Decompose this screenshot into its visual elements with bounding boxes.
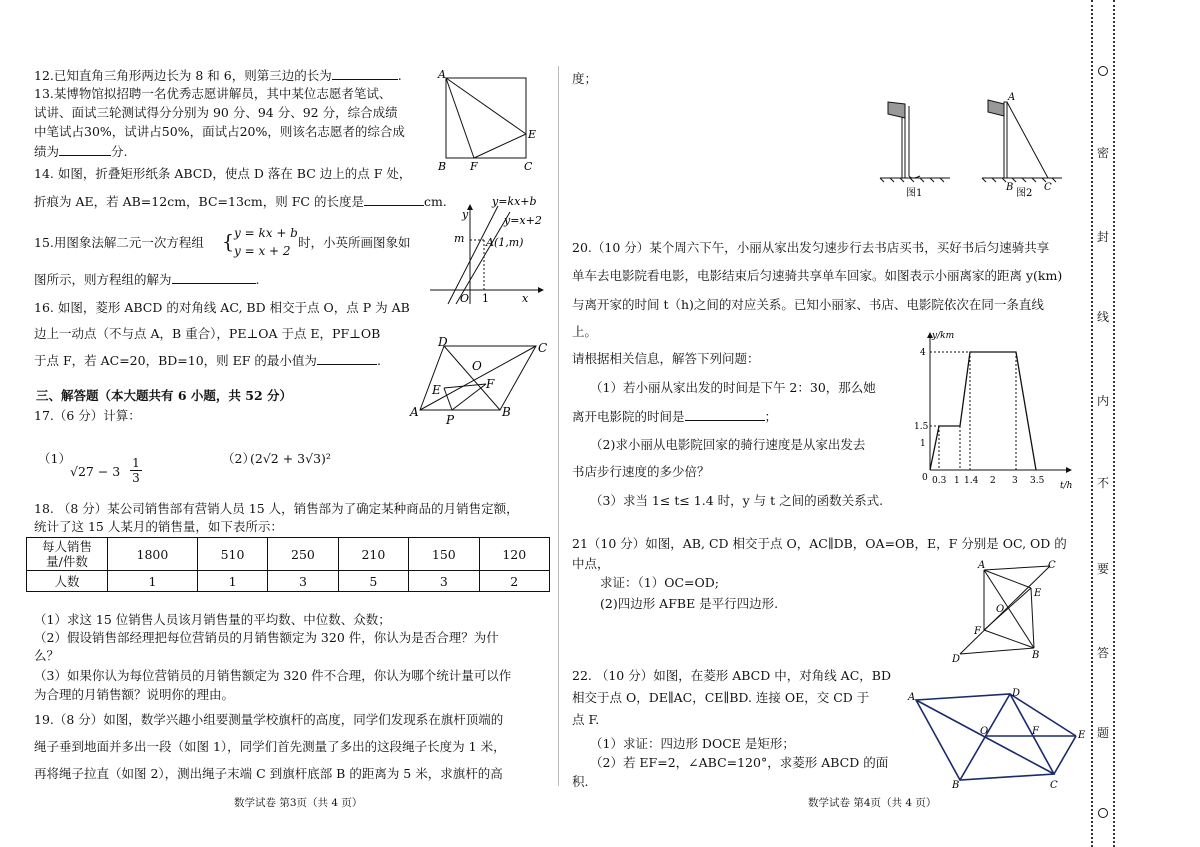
point-label: B <box>1032 650 1040 661</box>
q18-sub2: （2）假设销售部经理把每位营销员的月销售额定为 320 件，你认为是否合理？为什 <box>34 630 499 645</box>
q15-eq2: y = x + 2 <box>234 244 291 258</box>
point-label: E <box>1034 588 1042 599</box>
q21-proof-1: 求证：（1）OC=OD; <box>600 575 719 590</box>
graph-x-label: t/h <box>1060 481 1073 491</box>
tick-label: 1.5 <box>914 422 929 432</box>
point-label: C <box>1050 780 1058 790</box>
tick-label: 3.5 <box>1030 476 1045 486</box>
point-label: O <box>472 359 482 373</box>
table-cell: 3 <box>268 571 338 592</box>
point-label: C <box>524 160 533 173</box>
q22-line1: 22. （10 分）如图，在菱形 ABCD 中，对角线 AC，BD <box>572 668 891 683</box>
seal-circle <box>1098 66 1108 76</box>
q21-figure <box>950 558 1060 664</box>
seal-circle <box>1098 808 1108 818</box>
point-label: A <box>1008 92 1016 103</box>
point-label: C <box>538 341 548 355</box>
axis-mark: m <box>454 232 465 245</box>
figure-1 <box>880 102 950 199</box>
table-cell: 250 <box>268 538 338 571</box>
seal-char: 不 <box>1096 476 1109 490</box>
point-label: C <box>1048 560 1056 571</box>
point-label: A <box>908 692 916 703</box>
q15-post: 时，小英所画图象如 <box>298 235 411 250</box>
figure-2 <box>982 92 1062 199</box>
q17-part1-expr: √27 − 3 <box>70 464 121 479</box>
q15-line1: 15.用图象法解二元一次方程组 <box>34 235 204 250</box>
q12-answer-blank[interactable] <box>332 67 398 80</box>
point-label: O <box>980 726 989 737</box>
q16-line2: 边上一动点（不与点 A，B 重合），PE⊥OA 于点 E，PF⊥OB <box>34 326 381 341</box>
seal-char: 密 <box>1096 146 1109 160</box>
tick-label: 2 <box>990 476 996 486</box>
axis-label: y <box>462 208 469 221</box>
q13-line4: 绩为 分. <box>34 144 128 159</box>
q22-figure <box>906 686 1090 790</box>
q18-sub2-cont: 么？ <box>34 648 60 663</box>
q17-part1-label: （1） <box>38 451 71 466</box>
q20-line3: 与离开家的时间 t（h)之间的对应关系。已知小丽家、书店、电影院依次在同一条直线 <box>572 297 1044 312</box>
q20-sub2-line2: 书店步行速度的多少倍？ <box>572 464 710 479</box>
q19-continued: 度； <box>572 71 598 86</box>
tick-label: 1 <box>954 476 960 486</box>
left-page-footer: 数学试卷 第3页（共 4 页） <box>234 797 363 809</box>
seal-line-left <box>1091 0 1093 847</box>
q16-figure <box>408 336 554 428</box>
point-label: A(1,m) <box>486 236 524 249</box>
q17-part1-fraction: 1 3 <box>130 456 142 485</box>
table-cell: 210 <box>338 538 408 571</box>
q17-part2-label: （2） <box>222 451 255 466</box>
q19-line2: 绳子垂到地面并多出一段（如图 1），同学们首先测量了多出的这段绳子长度为 1 米， <box>34 739 506 754</box>
q20-line2: 单车去电影院看电影，电影结束后匀速骑共享单车回家。如图表示小丽离家的距离 y(km) <box>572 268 1063 283</box>
graph-y-label: y/km <box>932 331 955 341</box>
tick-label: 0 <box>922 473 928 483</box>
tick-label: 1.4 <box>964 476 979 486</box>
q18-line2: 统计了这 15 人某月的销售量，如下表所示： <box>34 519 283 534</box>
table-cell: 510 <box>197 538 267 571</box>
figure-caption: 图2 <box>1016 188 1033 199</box>
q15-eq1: y = kx + b <box>234 226 298 240</box>
section-3-heading: 三、解答题（本大题共有 6 小题，共 52 分） <box>36 388 293 403</box>
tick-label: 4 <box>920 348 926 358</box>
q14-figure <box>436 70 548 174</box>
point-label: A <box>410 405 419 419</box>
right-page-footer: 数学试卷 第4页（共 4 页） <box>808 797 937 809</box>
q15-brace: { <box>222 231 235 253</box>
point-label: D <box>438 336 448 349</box>
point-label: F <box>470 160 478 173</box>
q22-sub2: （2）若 EF=2，∠ABC=120°，求菱形 ABCD 的面 <box>590 755 889 770</box>
point-label: B <box>502 405 511 419</box>
q22-sub2-cont: 积. <box>572 774 589 789</box>
seal-line-right <box>1113 0 1115 847</box>
point-label: E <box>432 383 441 397</box>
q16-line1: 16. 如图，菱形 ABCD 的对角线 AC, BD 相交于点 O，点 P 为 AB <box>34 300 410 315</box>
q21-line2: 中点， <box>572 556 610 571</box>
q20-line4: 上。 <box>572 324 598 339</box>
q13-line3: 中笔试占30%，试讲占50%，面试占20%，则该名志愿者的综合成 <box>34 124 405 139</box>
seal-char: 内 <box>1096 394 1109 408</box>
line-label: y=kx+b <box>492 196 537 208</box>
axis-label: x <box>522 292 529 305</box>
tick-label: 3 <box>1012 476 1018 486</box>
q20-sub1-line2: 离开电影院的时间是 ； <box>572 409 778 424</box>
q19-flagpole-figures <box>876 92 1076 202</box>
table-row <box>27 538 550 571</box>
q15-figure <box>426 196 550 306</box>
q22-line2: 相交于点 O，DE∥AC，CE∥BD. 连接 OE，交 CD 于 <box>572 690 870 705</box>
q12-text: 12.已知直角三角形两边长为 8 和 6，则第三边的长为 . <box>34 68 402 83</box>
table-cell: 1 <box>197 571 267 592</box>
table-cell: 120 <box>479 538 549 571</box>
q14-line2: 折痕为 AE，若 AB=12cm，BC=13cm，则 FC 的长度是 cm. <box>34 194 447 209</box>
q20-line1: 20.（10 分）某个周六下午，小丽从家出发匀速步行去书店买书，买好书后匀速骑共享 <box>572 240 1050 255</box>
seal-char: 要 <box>1096 562 1109 576</box>
q13-line1: 13.某博物馆拟招聘一名优秀志愿讲解员，其中某位志愿者笔试、 <box>34 86 392 101</box>
line-label: y=x+2 <box>504 214 542 227</box>
q15-line2: 图所示，则方程组的解为 . <box>34 272 260 287</box>
point-label: F <box>974 626 981 637</box>
tick-label: 1 <box>920 439 926 449</box>
point-label: O <box>996 604 1005 615</box>
table-row <box>27 571 550 592</box>
q18-line1: 18. （8 分）某公司销售部有营销人员 15 人，销售部为了确定某种商品的月销售定额， <box>34 501 519 516</box>
table-cell: 1800 <box>108 538 198 571</box>
point-label: A <box>438 70 446 81</box>
origin-label: O <box>460 292 470 305</box>
point-label: E <box>528 128 537 141</box>
table-header-cell: 每人销售 量/件数 <box>27 538 108 571</box>
q19-line1: 19.（8 分）如图，数学兴趣小组要测量学校旗杆的高度，同学们发现系在旗杆顶端的 <box>34 712 504 727</box>
figure-caption: 图1 <box>906 188 923 199</box>
q14-line1: 14. 如图，折叠矩形纸条 ABCD，使点 D 落在 BC 边上的点 F 处， <box>34 166 412 181</box>
table-cell: 1 <box>108 571 198 592</box>
q17-part2-expr: (2√2 + 3√3)² <box>250 451 331 466</box>
q20-answer-blank[interactable] <box>685 408 765 421</box>
table-header-cell: 人数 <box>27 571 108 592</box>
table-cell: 150 <box>409 538 479 571</box>
q22-line3: 点 F. <box>572 712 600 727</box>
q22-sub1: （1）求证：四边形 DOCE 是矩形； <box>590 736 795 751</box>
q13-line2: 试讲、面试三轮测试得分分别为 90 分、94 分、92 分，综合成绩 <box>34 105 398 120</box>
point-label: P <box>446 413 455 427</box>
q20-sub1-line1: （1）若小丽从家出发的时间是下午 2：30，那么她 <box>590 380 876 395</box>
tick-label: 1 <box>482 292 489 305</box>
q19-line3: 再将绳子拉直（如图 2），测出绳子末端 C 到旗杆底部 B 的距离为 5 米，求旗杆的高 <box>34 766 503 781</box>
q13-answer-blank[interactable] <box>59 143 111 156</box>
point-label: C <box>1044 182 1052 193</box>
tick-label: 0.3 <box>932 476 947 486</box>
point-label: F <box>486 377 495 391</box>
seal-char: 题 <box>1096 726 1109 740</box>
q14-answer-blank[interactable] <box>364 193 424 206</box>
q21-proof-2: (2)四边形 AFBE 是平行四边形. <box>600 596 779 611</box>
q20-distance-time-graph <box>908 328 1078 492</box>
seal-char: 线 <box>1096 310 1109 324</box>
point-label: D <box>1012 688 1021 699</box>
table-cell: 3 <box>409 571 479 592</box>
table-cell: 2 <box>479 571 549 592</box>
point-label: A <box>978 560 986 571</box>
q20-prompt: 请根据相关信息，解答下列问题： <box>572 351 760 366</box>
point-label: F <box>1032 726 1039 737</box>
q17-title: 17.（6 分）计算： <box>34 408 141 423</box>
q21-line1: 21（10 分）如图，AB, CD 相交于点 O，AC∥DB，OA=OB，E，F 分别是 OC, OD 的 <box>572 536 1067 551</box>
q15-answer-blank[interactable] <box>172 271 256 284</box>
seal-char: 封 <box>1096 230 1109 244</box>
table-cell: 5 <box>338 571 408 592</box>
point-label: B <box>952 780 960 790</box>
q18-sub3-cont: 为合理的月销售额？说明你的理由。 <box>34 687 235 702</box>
q18-sales-table <box>26 537 550 592</box>
q18-sub3: （3）如果你认为每位营销员的月销售额定为 320 件不合理，你认为哪个统计量可以作 <box>34 668 512 683</box>
column-divider <box>558 66 559 786</box>
q20-sub3: （3）求当 1≤ t≤ 1.4 时，y 与 t 之间的函数关系式. <box>590 493 884 508</box>
seal-char: 答 <box>1096 646 1109 660</box>
q16-answer-blank[interactable] <box>317 352 377 365</box>
q16-line3: 于点 F，若 AC=20，BD=10，则 EF 的最小值为 . <box>34 353 381 368</box>
q20-sub2-line1: （2)求小丽从电影院回家的骑行速度是从家出发去 <box>590 437 866 452</box>
point-label: E <box>1078 730 1086 741</box>
q18-sub1: （1）求这 15 位销售人员该月销售量的平均数、中位数、众数； <box>34 612 391 627</box>
point-label: B <box>438 160 447 173</box>
point-label: D <box>952 654 961 664</box>
point-label: B <box>1006 182 1014 193</box>
